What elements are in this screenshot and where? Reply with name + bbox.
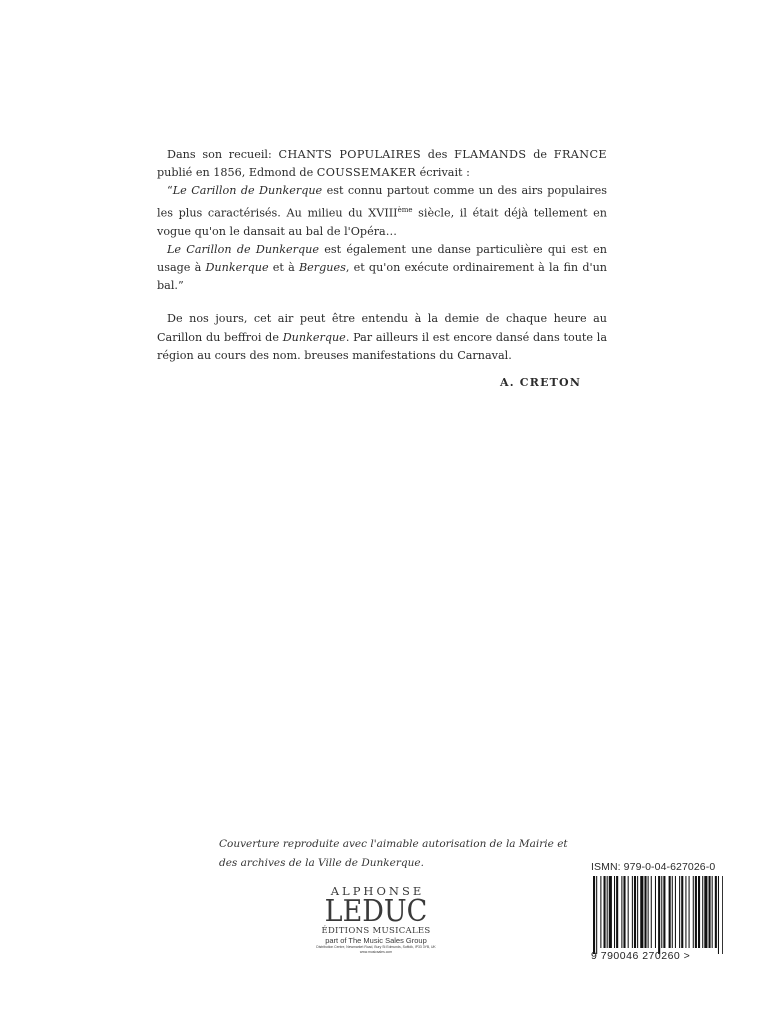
barcode-bars: [589, 876, 727, 954]
signature: A. CRETON: [500, 376, 582, 389]
publisher-name: LEDUC: [324, 894, 428, 929]
publisher-url: www.musicsales.com: [359, 950, 393, 954]
foreword-text: [157, 146, 607, 365]
publisher-sub: ÉDITIONS MUSICALES: [321, 926, 431, 936]
author-name: COUSSEMAKER: [316, 166, 417, 180]
quote-paragraph-1: “Le Carillon de Dunkerque est connu partout comme un des airs populaires les plus caractérisés. Au milieu du XVIIIème siècle, il était déjà tellement en vogue qu'on le dansait au bal de l'Opéra…: [157, 184, 607, 238]
publisher-top: ALPHONSE: [330, 884, 425, 898]
ismn-label: ISMN: 979-0-04-627026-0: [591, 861, 716, 873]
quote-paragraph-2: Le Carillon de Dunkerque est également une danse particulière qui est en usage à Dunkerque et à Bergues, et qu'on exécute ordinairement à la fin d'un bal.”: [157, 242, 608, 293]
publisher-group: part of The Music Sales Group: [325, 936, 427, 945]
paragraph-intro: Dans son recueil: CHANTS POPULAIRES des FLAMANDS de FRANCE publié en 1856, Edmond de COUSSEMAKER écrivait :: [157, 148, 607, 180]
work-title: Le Carillon de Dunkerque: [167, 242, 319, 256]
collection-title: CHANTS POPULAIRES: [278, 148, 422, 161]
paragraph-today: De nos jours, cet air peut être entendu à la demie de chaque heure au Carillon du beffroi de Dunkerque. Par ailleurs il est encore dansé dans toute la région au cours des nom. breuses manifestations du Carnaval.: [157, 312, 607, 362]
work-title: Le Carillon de Dunkerque: [172, 184, 323, 198]
barcode-digits: 9 790046 270260 >: [591, 950, 691, 962]
publisher-logo: [300, 885, 452, 955]
publisher-address: Distribution Centre, Newmarket Road, Bury St Edmunds, Suffolk, IP33 3YB, UK: [316, 945, 436, 949]
cover-credit: Couverture reproduite avec l'aimable autorisation de la Mairie et des archives de la Ville de Dunkerque.: [219, 838, 568, 869]
